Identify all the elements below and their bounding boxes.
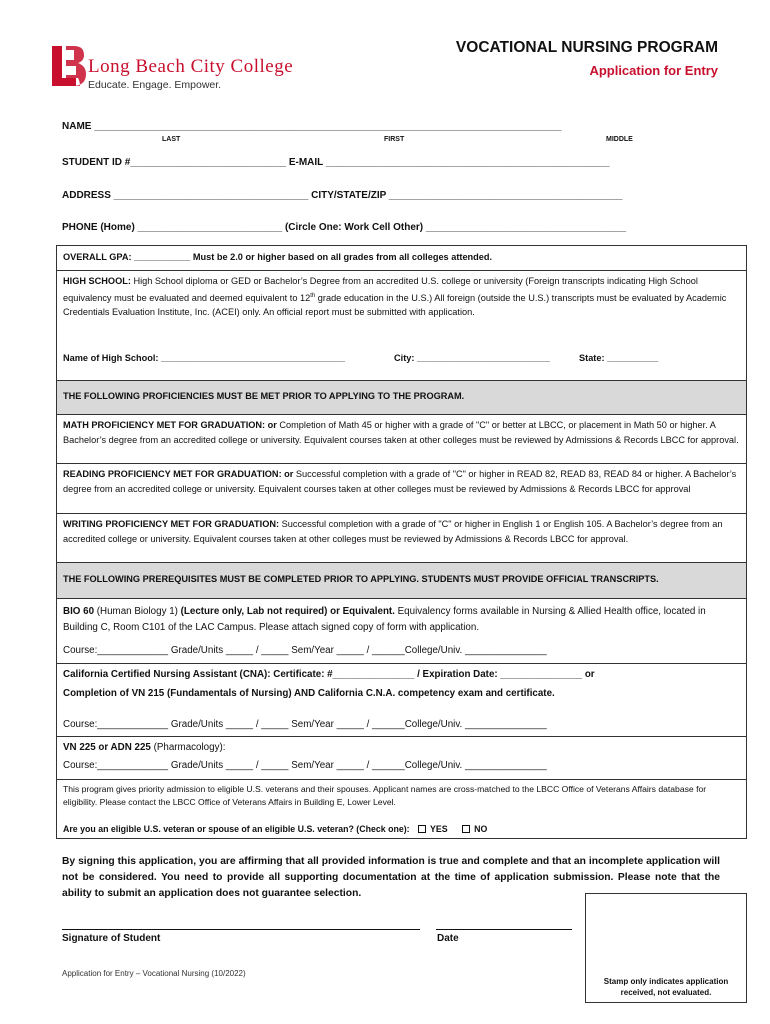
veterans-text: This program gives priority admission to eligible U.S. veterans and their spouses. Applicant names are cross-matched to the LBCC Office of Veterans Affairs database for eligibility. Please contact the LBCC Office of Veterans Affairs in Building E, Lower Level.	[63, 784, 707, 807]
name-last-label: LAST	[162, 136, 181, 143]
cna-course-field[interactable]: Course:_____________ Grade/Units _____ / _____ Sem/Year _____ / ______College/Univ. _______________	[63, 719, 547, 730]
yes-checkbox[interactable]	[418, 825, 426, 833]
signature-label: Signature of Student	[62, 933, 161, 944]
address-field[interactable]: ADDRESS ___________________________________ CITY/STATE/ZIP __________________________________________	[62, 190, 623, 201]
high-school-name-field[interactable]: Name of High School: ____________________________________	[63, 353, 345, 363]
veterans-section	[57, 779, 746, 839]
high-school-text-1: High School diploma or GED or Bachelor’s Degree from an accredited U.S. college or university (Foreign transcripts indicating High School equivalency must be evaluated and deemed equivalent to 12	[63, 276, 698, 303]
bio-course-field[interactable]: Course:_____________ Grade/Units _____ / _____ Sem/Year _____ / ______College/Univ. _______________	[63, 645, 547, 656]
gpa-field[interactable]: OVERALL GPA: ___________ Must be 2.0 or higher based on all grades from all colleges attended.	[63, 252, 493, 262]
reading-label: READING PROFICIENCY MET FOR GRADUATION: or	[63, 469, 294, 479]
name-first-label: FIRST	[384, 136, 405, 143]
vn-paren: (Pharmacology):	[150, 742, 226, 753]
date-label: Date	[437, 933, 459, 944]
requirements-box	[56, 245, 747, 839]
veteran-question: Are you an eligible U.S. veteran or spouse of an eligible U.S. veteran? (Check one):	[63, 824, 410, 834]
bio-label: BIO 60	[63, 606, 95, 617]
yes-label: YES	[430, 824, 448, 834]
bio-bold: (Lecture only, Lab not required) or Equivalent.	[180, 606, 395, 617]
college-logo-icon	[50, 44, 86, 86]
no-checkbox[interactable]	[462, 825, 470, 833]
high-school-text-2: grade education in the U.S.) All foreign (outside the U.S.) transcripts must be evaluated by Academic Credentials Evaluation Institute, Inc. (ACEI) only. An official report must be submitted with application.	[63, 292, 727, 318]
math-label: MATH PROFICIENCY MET FOR GRADUATION: or	[63, 420, 277, 430]
phone-field[interactable]: PHONE (Home) __________________________ (Circle One: Work Cell Other) ____________________________________	[62, 222, 627, 233]
writing-label: WRITING PROFICIENCY MET FOR GRADUATION:	[63, 519, 280, 529]
bio-text: Equivalency forms available in Nursing & Allied Health office, located in Building C, Room C101 of the LAC Campus. Please attach signed copy of form with application.	[63, 606, 706, 633]
reading-proficiency	[57, 463, 746, 512]
bio-section	[57, 598, 746, 663]
vn-label: VN 225 or ADN 225	[63, 742, 151, 753]
form-title: Application for Entry	[589, 63, 718, 78]
vn-section	[57, 736, 746, 779]
student-id-email-field[interactable]: STUDENT ID #____________________________ E-MAIL ___________________________________________________	[62, 157, 610, 168]
writing-text: Successful completion with a grade of "C" or higher in English 1 or English 105. A Bachelor’s degree from an accredited college or university. Equivalent courses taken at other colleges must be reviewed by Admissions & Records LBCC for approval.	[63, 519, 723, 544]
date-line[interactable]	[436, 929, 572, 930]
name-middle-label: MIDDLE	[606, 136, 633, 143]
veteran-no-option[interactable]	[462, 824, 487, 834]
math-text: Completion of Math 45 or higher with a grade of "C" or better at LBCC, or placement in Math 50 or higher. A Bachelor’s degree from an accredited college or university. Equivalent courses taken at other colleges must be reviewed by Admissions & Records LBCC for approval.	[63, 420, 739, 445]
footer-text: Application for Entry – Vocational Nursing (10/2022)	[62, 969, 246, 978]
signature-line[interactable]	[62, 929, 420, 930]
cna-section	[57, 663, 746, 736]
writing-proficiency	[57, 513, 746, 562]
bio-paren: (Human Biology 1)	[94, 606, 181, 617]
math-proficiency	[57, 414, 746, 462]
veteran-yes-option[interactable]	[418, 824, 448, 834]
cna-certificate-field[interactable]: California Certified Nursing Assistant (CNA): Certificate: #_______________ / Expiration Date: _______________ or	[63, 669, 595, 680]
reading-text: Successful completion with a grade of "C" or higher in READ 82, READ 83, READ 84 or higher. A Bachelor’s degree from an accredited college or university. Equivalent courses taken at other colleges must be reviewed by Admissions & Records LBCC for approval	[63, 469, 737, 494]
no-label: NO	[474, 824, 488, 834]
high-school-label: HIGH SCHOOL:	[63, 276, 131, 286]
high-school-sup: th	[310, 292, 316, 299]
high-school-city-field[interactable]: City: __________________________	[394, 353, 550, 363]
vn-course-field[interactable]: Course:_____________ Grade/Units _____ / _____ Sem/Year _____ / ______College/Univ. _______________	[63, 760, 547, 771]
name-field[interactable]: NAME ____________________________________________________________________________________	[62, 121, 562, 132]
college-tagline: Educate. Engage. Empower.	[88, 79, 222, 91]
cna-completion-text: Completion of VN 215 (Fundamentals of Nursing) AND California C.N.A. competency exam and certificate.	[63, 688, 555, 699]
stamp-box	[585, 893, 747, 1003]
college-name: Long Beach City College	[88, 56, 294, 77]
prerequisites-heading: THE FOLLOWING PREREQUISITES MUST BE COMPLETED PRIOR TO APPLYING. STUDENTS MUST PROVIDE OFFICIAL TRANSCRIPTS.	[57, 562, 746, 598]
proficiencies-heading: THE FOLLOWING PROFICIENCIES MUST BE MET PRIOR TO APPLYING TO THE PROGRAM.	[57, 380, 746, 414]
signing-statement: By signing this application, you are affirming that all provided information is true and complete and that an incomplete application will not be considered. You need to provide all supporting documentation at the time of application submission. Please note that the ability to submit an application does not guarantee selection.	[62, 856, 720, 899]
high-school-section	[57, 270, 746, 375]
high-school-state-field[interactable]: State: __________	[579, 353, 659, 363]
program-title: VOCATIONAL NURSING PROGRAM	[455, 39, 718, 56]
stamp-note: Stamp only indicates application received, not evaluated.	[603, 977, 729, 997]
